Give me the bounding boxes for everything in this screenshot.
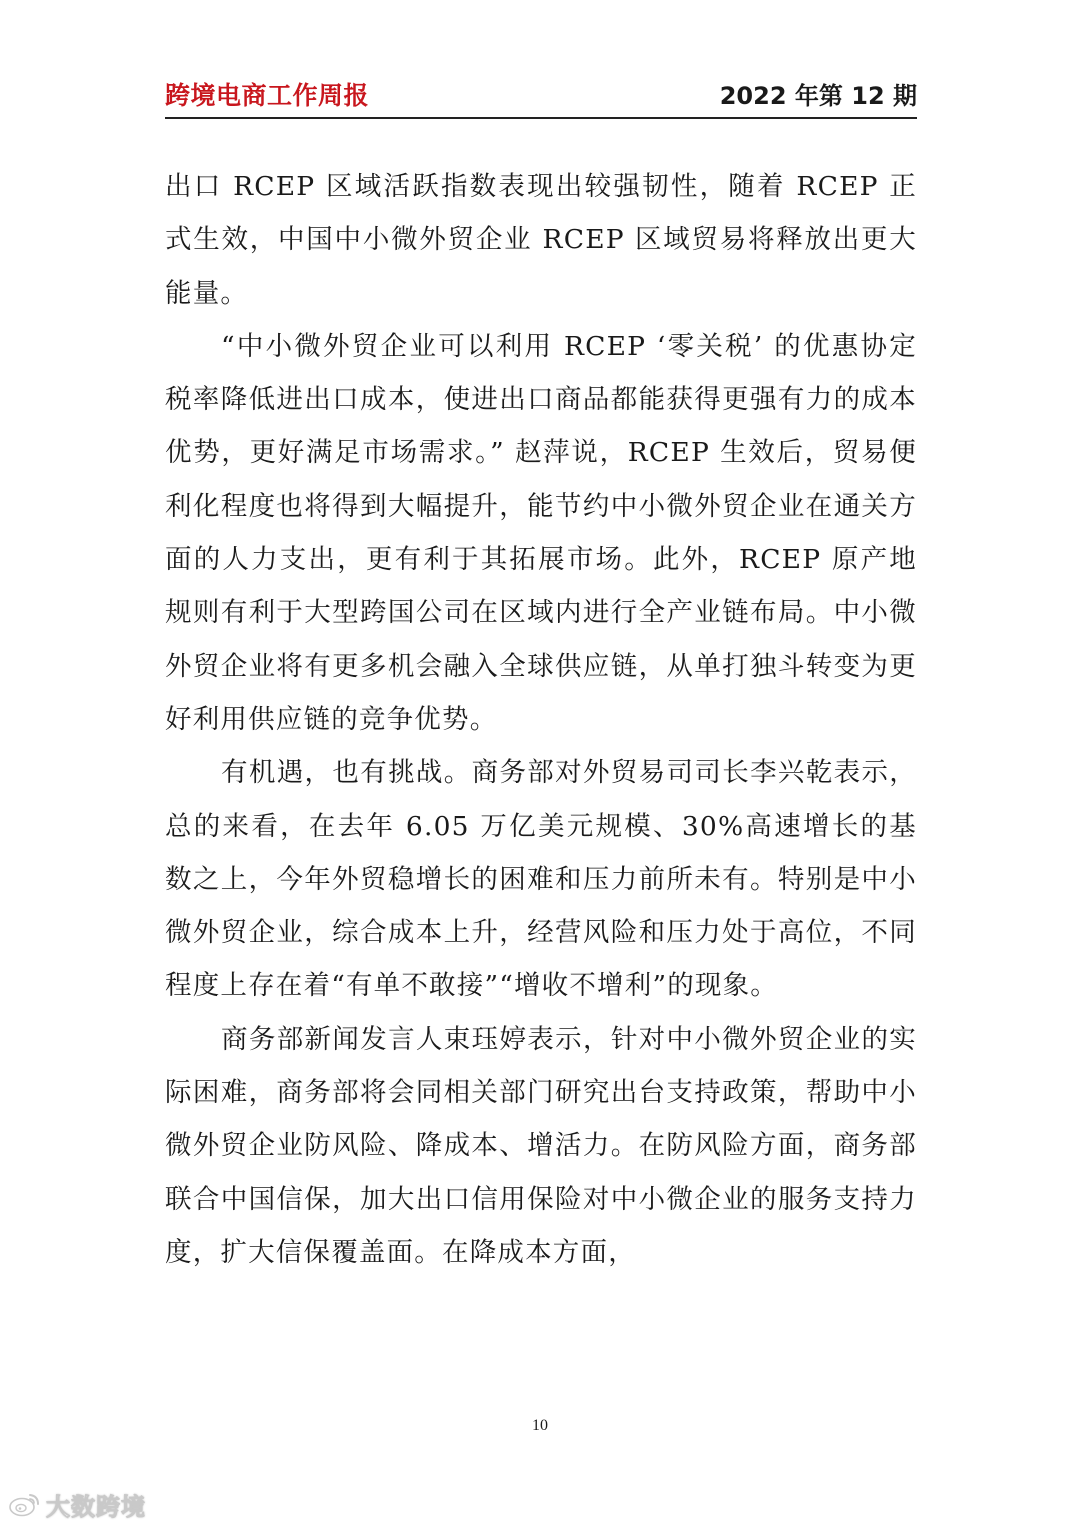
watermark (8, 1488, 146, 1520)
header-divider (165, 117, 917, 119)
issue-number: 2022 年第 12 期 (719, 82, 917, 110)
page-header (165, 76, 917, 112)
watermark-text: 大数跨境 (46, 1492, 146, 1521)
paragraph-3: 有机遇，也有挑战。商务部对外贸易司司长李兴乾表示，总的来看，在去年 6.05 万亿美元规模、30%高速增长的基数之上，今年外贸稳增长的困难和压力前所未有。特别是中小微外贸企业，综合成本上升，经营风险和压力处于高位，不同程度上存在着“有单不敢接”“增收不增利”的现象。 (165, 757, 917, 1002)
paragraph-1: 出口 RCEP 区域活跃指数表现出较强韧性，随着 RCEP 正式生效，中国中小微外贸企业 RCEP 区域贸易将释放出更大能量。 (165, 171, 917, 309)
weibo-logo-icon (8, 1490, 42, 1518)
paragraph-4: 商务部新闻发言人束珏婷表示，针对中小微外贸企业的实际困难，商务部将会同相关部门研究出台支持政策，帮助中小微外贸企业防风险、降成本、增活力。在防风险方面，商务部联合中国信保，加大出口信用保险对中小微企业的服务支持力度，扩大信保覆盖面。在降成本方面， (165, 1023, 917, 1268)
article-body (165, 160, 917, 1279)
page-number: 10 (532, 1417, 548, 1434)
publication-title: 跨境电商工作周报 (165, 81, 370, 110)
paragraph-2: “中小微外贸企业可以利用 RCEP ‘零关税’ 的优惠协定税率降低进出口成本，使进出口商品都能获得更强有力的成本优势，更好满足市场需求。” 赵萍说，RCEP 生效后，贸易便利化程度也将得到大幅提升，能节约中小微外贸企业在通关方面的人力支出，更有利于其拓展市场。此外，RCEP 原产地规则有利于大型跨国公司在区域内进行全产业链布局。中小微外贸企业将有更多机会融入全球供应链，从单打独斗转变为更好利用供应链的竞争优势。 (165, 330, 917, 735)
